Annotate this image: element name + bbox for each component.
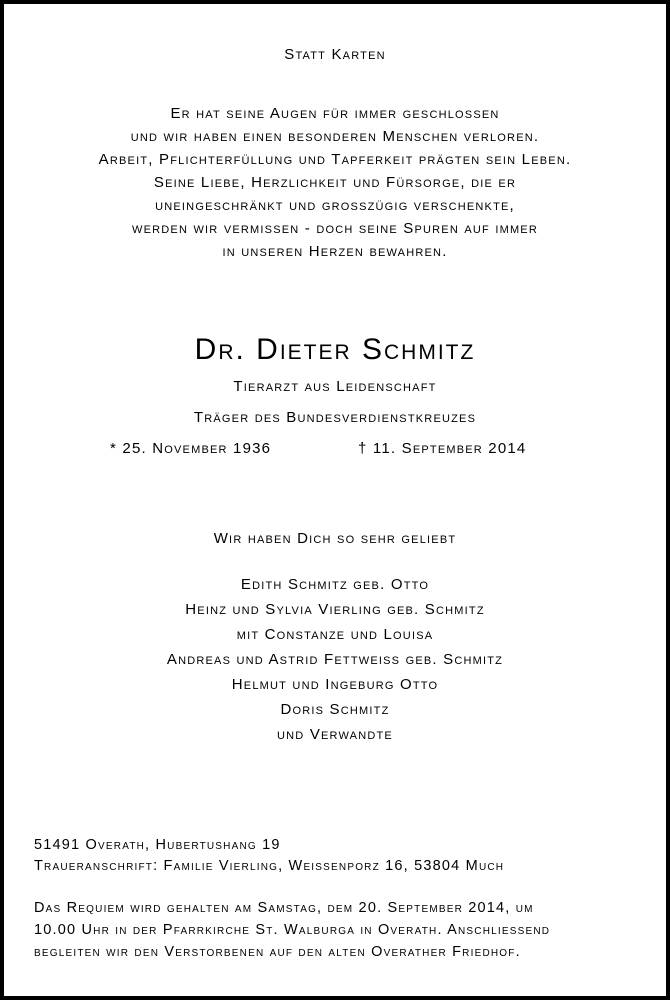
service-line: begleiten wir den Verstorbenen auf den alten Overather Friedhof. (34, 944, 521, 960)
birth-date: * 25. November 1936 (110, 440, 272, 457)
poem-line: und wir haben einen besonderen Menschen verloren. (130, 128, 540, 145)
deceased-profession: Tierarzt aus Leidenschaft (233, 378, 437, 395)
service-line: 10.00 Uhr in der Pfarrkirche St. Walburga in Overath. Anschliessend (34, 922, 551, 938)
mourner-line: und Verwandte (277, 726, 393, 743)
deceased-honor: Träger des Bundesverdienstkreuzes (193, 409, 477, 426)
farewell-text: Wir haben Dich so sehr geliebt (213, 530, 457, 547)
address-line: 51491 Overath, Hubertushang 19 (34, 837, 281, 853)
deceased-name: Dr. Dieter Schmitz (194, 333, 476, 366)
mourner-line: Heinz und Sylvia Vierling geb. Schmitz (185, 601, 485, 618)
mourner-line: Doris Schmitz (280, 701, 390, 718)
poem-line: uneingeschränkt und grosszügig verschenkte, (155, 197, 515, 214)
mourner-line: Edith Schmitz geb. Otto (240, 576, 430, 593)
poem-line: in unseren Herzen bewahren. (222, 243, 448, 260)
poem-line: werden wir vermissen - doch seine Spuren auf immer (132, 220, 538, 237)
address-line: Traueranschrift: Familie Vierling, Weissenporz 16, 53804 Much (34, 858, 505, 874)
death-date: † 11. September 2014 (358, 440, 527, 457)
poem-line: Arbeit, Pflichterfüllung und Tapferkeit prägten sein Leben. (98, 151, 572, 168)
mourner-line: Andreas und Astrid Fettweiss geb. Schmitz (166, 651, 504, 668)
header-text: Statt Karten (284, 46, 386, 63)
mourner-line: mit Constanze und Louisa (236, 626, 434, 643)
poem-line: Er hat seine Augen für immer geschlossen (170, 105, 500, 122)
mourner-line: Helmut und Ingeburg Otto (231, 676, 439, 693)
poem-line: Seine Liebe, Herzlichkeit und Fürsorge, die er (153, 174, 517, 191)
service-line: Das Requiem wird gehalten am Samstag, dem 20. September 2014, um (34, 900, 534, 916)
